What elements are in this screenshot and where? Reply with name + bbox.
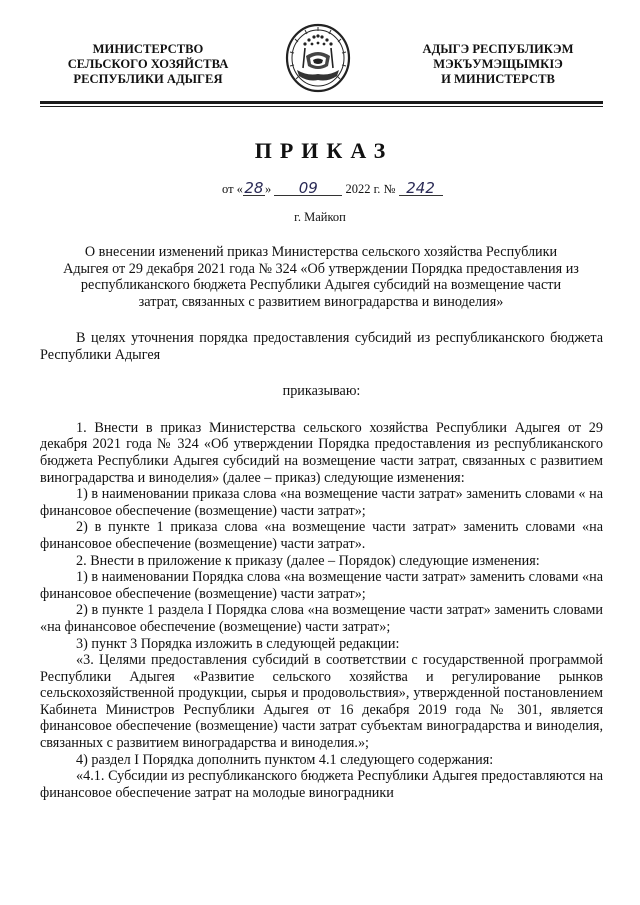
body-paragraph: 2) в пункте 1 приказа слова «на возмещение части затрат» заменить словами «на финансовое обеспечение (возмещение) части затрат». (40, 519, 603, 552)
header-ministry-adyghe (392, 42, 604, 87)
header-right-line: АДЫГЭ РЕСПУБЛИКЭМ (422, 42, 574, 56)
subject-line: республиканского бюджета Республики Адыгея субсидий на возмещение части (80, 277, 562, 294)
body-paragraph: «3. Целями предоставления субсидий в соответствии с государственной программой Республики Адыгея «Развитие сельского хозяйства и регулирование рынков сельскохозяйственной продукции, сырья и продовольствия», утвержденной постановлением Кабинета Министров Республики Адыгея от 16 декабря 2019 года № 301, является финансовое обеспечение (возмещение) части затрат субъектам виноградарства и виноделия, связанных с развитием виноградарства и виноделия.»; (40, 652, 603, 752)
header-left-line: РЕСПУБЛИКИ АДЫГЕЯ (73, 72, 223, 86)
body-paragraph: 3) пункт 3 Порядка изложить в следующей редакции: (76, 635, 400, 652)
order-subject (60, 244, 582, 310)
header-right-line: И МИНИСТЕРСТВ (441, 72, 555, 86)
order-body (40, 330, 603, 801)
subject-line: О внесении изменений приказ Министерства сельского хозяйства Республики (84, 244, 558, 260)
date-prefix: от « (222, 182, 243, 196)
body-paragraph: 2. Внести в приложение к приказу (далее – Порядок) следующие изменения: (76, 552, 540, 569)
header-left-line: СЕЛЬСКОГО ХОЗЯЙСТВА (67, 57, 229, 71)
body-paragraph: 1) в наименовании приказа слова «на возмещение части затрат» заменить словами « на финансовое обеспечение (возмещение) части затрат»; (40, 486, 603, 519)
body-paragraph: «4.1. Субсидии из республиканского бюджета Республики Адыгея предоставляются на финансовое обеспечение затрат на молодые виноградники (40, 768, 603, 801)
subject-line: Адыгея от 29 декабря 2021 года № 324 «Об утверждении Порядка предоставления из (63, 260, 579, 277)
document-title: ПРИКАЗ (254, 138, 394, 163)
order-word: приказываю: (282, 383, 361, 400)
header-divider-thick (40, 101, 603, 104)
preamble: В целях уточнения порядка предоставления субсидий из республиканского бюджета Республики Адыгея (40, 330, 603, 363)
date-day: 28 (244, 179, 264, 197)
body-paragraph: 1. Внести в приказ Министерства сельского хозяйства Республики Адыгея от 29 декабря 2021 года № 324 «Об утверждении Порядка предоставления из республиканского бюджета Республики Адыгея субсидий на возмещение части затрат, связанных с развитием виноградарства и виноделия» (далее – приказ) следующие изменения: (40, 419, 603, 486)
body-paragraph: 1) в наименовании Порядка слова «на возмещение части затрат» заменить словами «на финансовое обеспечение (возмещение) части затрат»; (40, 569, 603, 602)
header-ministry-russian (48, 42, 248, 87)
header-left-line: МИНИСТЕРСТВО (92, 42, 204, 56)
subject-line: затрат, связанных с развитием виноградарства и виноделия» (138, 293, 504, 310)
city-line: г. Майкоп (294, 210, 346, 224)
order-number: 242 (399, 182, 443, 196)
header-divider-thin (40, 106, 603, 107)
header-right-line: МЭКЪУМЭЩЫМКIЭ (433, 57, 563, 71)
date-sep: » (264, 182, 272, 196)
order-date-line (222, 179, 443, 197)
body-paragraph: 2) в пункте 1 раздела I Порядка слова «на возмещение части затрат» заменить словами «на финансовое обеспечение (возмещение) части затрат»; (40, 602, 603, 635)
date-year: 2022 г. (345, 182, 381, 196)
order-number-label: № (383, 182, 396, 196)
coat-of-arms-icon (283, 22, 353, 94)
body-paragraph: 4) раздел I Порядка дополнить пунктом 4.1 следующего содержания: (76, 751, 494, 768)
date-month: 09 (274, 182, 342, 196)
